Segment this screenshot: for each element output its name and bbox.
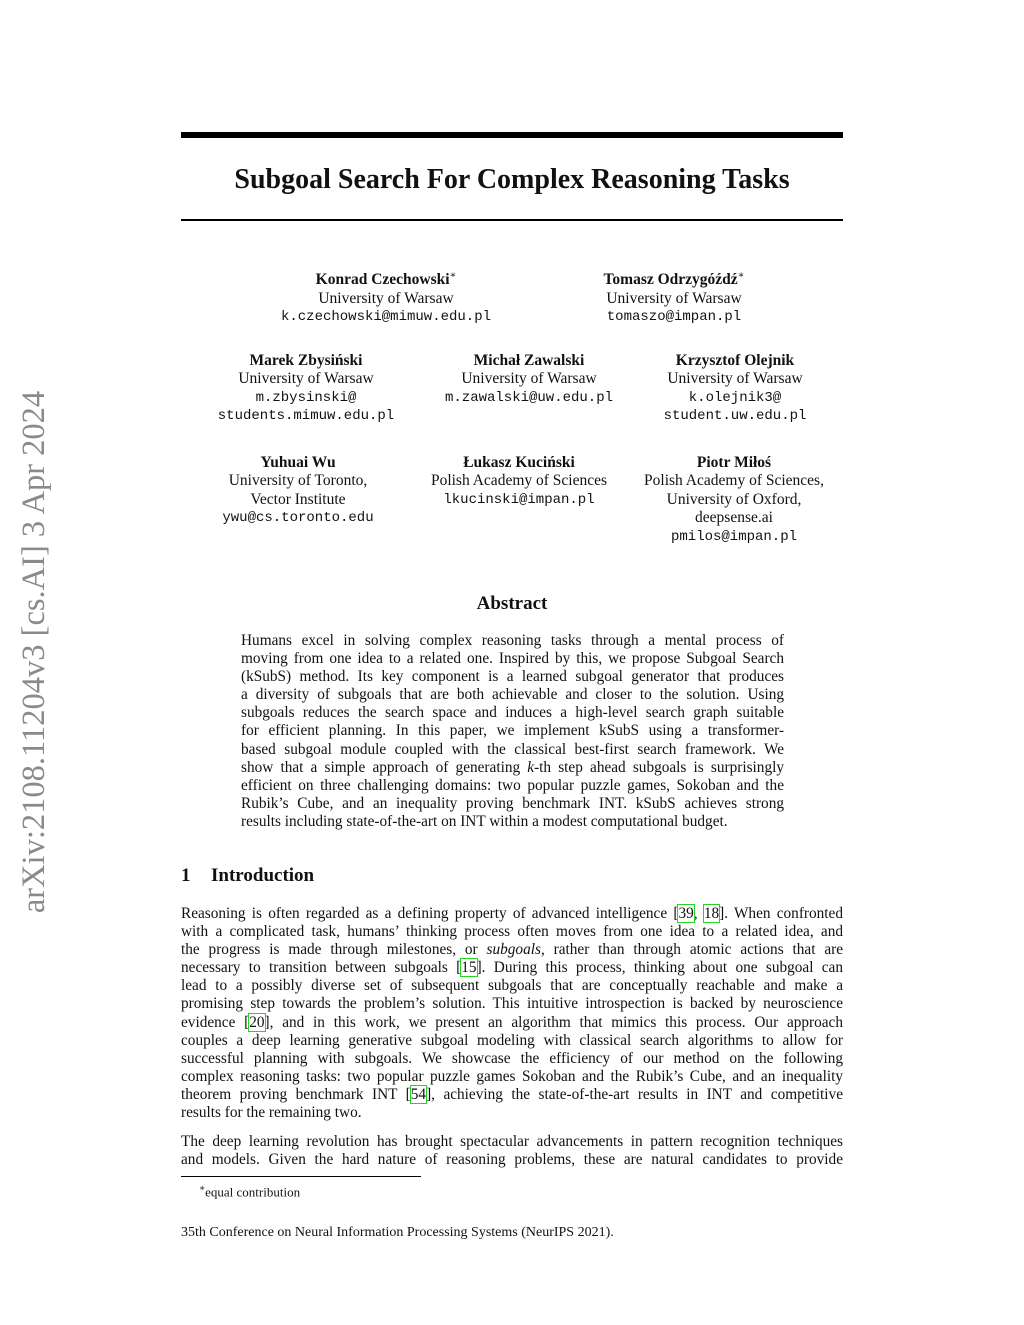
author-email: k.czechowski@mimuw.edu.pl — [280, 308, 492, 325]
paragraph-line: promising step towards the problem’s solution. This intuitive introspection is backed by neuroscience — [181, 995, 843, 1013]
author-name: Konrad Czechowski∗ — [315, 270, 457, 289]
paragraph-line: successful planning with subgoals. We showcase the efficiency of our method on the following — [181, 1049, 843, 1067]
paragraph-line: the progress is made through milestones, or subgoals, rather than through atomic actions that are — [181, 941, 844, 959]
paragraph-line: evidence [20], and in this work, we present an algorithm that mimics this process. Our approach — [181, 1013, 843, 1031]
author-affiliation: Polish Academy of Sciences, — [644, 472, 824, 490]
section-number: 1 — [181, 865, 191, 886]
section-heading — [181, 864, 314, 888]
author-email: m.zawalski@uw.edu.pl — [444, 389, 614, 406]
equal-contribution-mark: ∗ — [737, 270, 745, 281]
citation-link[interactable]: 54 — [410, 1085, 427, 1103]
author-email: m.zbysinski@ — [255, 389, 357, 406]
abstract-line: moving from one idea to a related one. Inspired by this, we propose Subgoal Search — [241, 650, 784, 668]
abstract-line: a diversity of subgoals that are both achievable and closer to the solution. Using — [241, 686, 784, 704]
title-bottom-rule — [181, 219, 843, 221]
author-affiliation: University of Warsaw — [461, 370, 597, 388]
abstract-line: Humans excel in solving complex reasoning tasks through a mental process of — [241, 632, 784, 649]
abstract-heading: Abstract — [476, 593, 548, 614]
author-affiliation: Polish Academy of Sciences — [430, 472, 608, 490]
section-title: Introduction — [211, 865, 315, 886]
footnote-rule — [181, 1176, 421, 1177]
author-email: students.mimuw.edu.pl — [217, 408, 395, 425]
venue-footer: 35th Conference on Neural Information Processing Systems (NeurIPS 2021). — [181, 1225, 614, 1240]
citation-link[interactable]: 15 — [461, 959, 477, 977]
author-email: k.olejnik3@ — [688, 389, 782, 406]
paragraph-line: necessary to transition between subgoals [15]. During this process, thinking about one subgoal can — [181, 959, 843, 977]
author-email: ywu@cs.toronto.edu — [222, 510, 374, 527]
equal-contribution-mark: ∗ — [449, 270, 457, 281]
author-name: Marek Zbysiński — [249, 352, 363, 369]
author-affiliation: Vector Institute — [250, 490, 346, 508]
author-affiliation: deepsense.ai — [695, 509, 773, 527]
abstract-line: efficient on three challenging domains: two popular puzzle games, Sokoban and the — [241, 776, 784, 794]
author-block — [524, 267, 824, 326]
abstract-line: for efficient planning. In this paper, we implement kSubS using a transformer- — [241, 722, 784, 740]
footnote — [181, 1180, 300, 1200]
abstract-line: based subgoal module coupled with the classical best-first search framework. We — [241, 740, 784, 758]
author-block — [236, 267, 536, 326]
abstract-body — [241, 632, 784, 831]
paragraph-line: complex reasoning tasks: two popular puzzle games Sokoban and the Rubik’s Cube, and an inequality — [181, 1067, 843, 1085]
paragraph-line: The deep learning revolution has brought spectacular advancements in pattern recognition techniques — [181, 1133, 843, 1150]
paragraph-line: theorem proving benchmark INT [54], achieving the state-of-the-art results in INT and competitive — [181, 1085, 843, 1103]
paragraph-line: lead to a possibly diverse set of subsequent subgoals that are conceptually reachable and make a — [181, 977, 843, 995]
author-email: student.uw.edu.pl — [663, 408, 807, 425]
author-block — [609, 454, 859, 546]
title-top-rule — [181, 132, 843, 138]
citation-link[interactable]: 18 — [703, 905, 720, 922]
author-block — [173, 454, 423, 528]
author-block — [181, 352, 431, 426]
author-email: lkucinski@impan.pl — [443, 491, 595, 508]
abstract-line: show that a simple approach of generating k-th step ahead subgoals is surprisingly — [241, 758, 784, 776]
citation-link[interactable]: 39 — [678, 905, 694, 922]
emphasis-text: subgoals — [486, 941, 541, 959]
author-name: Michał Zawalski — [473, 352, 585, 369]
paragraph-line: Reasoning is often regarded as a defining property of advanced intelligence [39, 18]. When confronted — [181, 905, 843, 922]
author-name: Piotr Miłoś — [696, 454, 772, 471]
intro-paragraph — [181, 905, 843, 1122]
arxiv-identifier: arXiv:2108.11204v3 [cs.AI] 3 Apr 2024 — [16, 390, 52, 914]
author-name: Łukasz Kuciński — [463, 454, 575, 471]
abstract-line: (kSubS) method. Its key component is a learned subgoal generator that produces — [241, 668, 784, 686]
paragraph-line: results for the remaining two. — [181, 1104, 362, 1122]
footnote-text: equal contribution — [205, 1184, 301, 1200]
abstract-line: subgoals reduces the search space and induces a high-level search graph suitable — [241, 704, 784, 722]
author-block — [610, 352, 860, 426]
author-email: tomaszo@impan.pl — [606, 308, 742, 325]
abstract-line: results including state-of-the-art on INT within a modest computational budget. — [241, 812, 728, 830]
author-affiliation: University of Toronto, — [228, 472, 368, 490]
citation-link[interactable]: 20 — [249, 1013, 265, 1031]
author-name: Krzysztof Olejnik — [675, 352, 795, 369]
footnote-mark: ∗ — [199, 1183, 206, 1193]
intro-paragraph — [181, 1133, 843, 1169]
paragraph-line: with a complicated task, humans’ thinking process often moves from one idea to a related idea, and — [181, 923, 843, 941]
author-name: Yuhuai Wu — [260, 454, 336, 471]
author-affiliation: University of Warsaw — [667, 370, 803, 388]
math-variable: k — [527, 758, 535, 776]
author-name: Tomasz Odrzygóźdź∗ — [603, 270, 745, 289]
author-block — [394, 454, 644, 509]
paper-title: Subgoal Search For Complex Reasoning Tasks — [234, 164, 790, 195]
author-affiliation: University of Warsaw — [238, 370, 374, 388]
author-affiliation: University of Warsaw — [606, 289, 742, 307]
paragraph-line: couples a deep learning generative subgoal modeling with classical search algorithms to allow for — [181, 1031, 843, 1049]
author-email: pmilos@impan.pl — [670, 528, 798, 545]
abstract-line: Rubik’s Cube, and an inequality proving benchmark INT. kSubS achieves strong — [241, 794, 784, 812]
author-affiliation: University of Oxford, — [666, 490, 802, 508]
paragraph-line: and models. Given the hard nature of reasoning problems, these are natural candidates to provide — [181, 1151, 843, 1169]
author-affiliation: University of Warsaw — [318, 289, 454, 307]
